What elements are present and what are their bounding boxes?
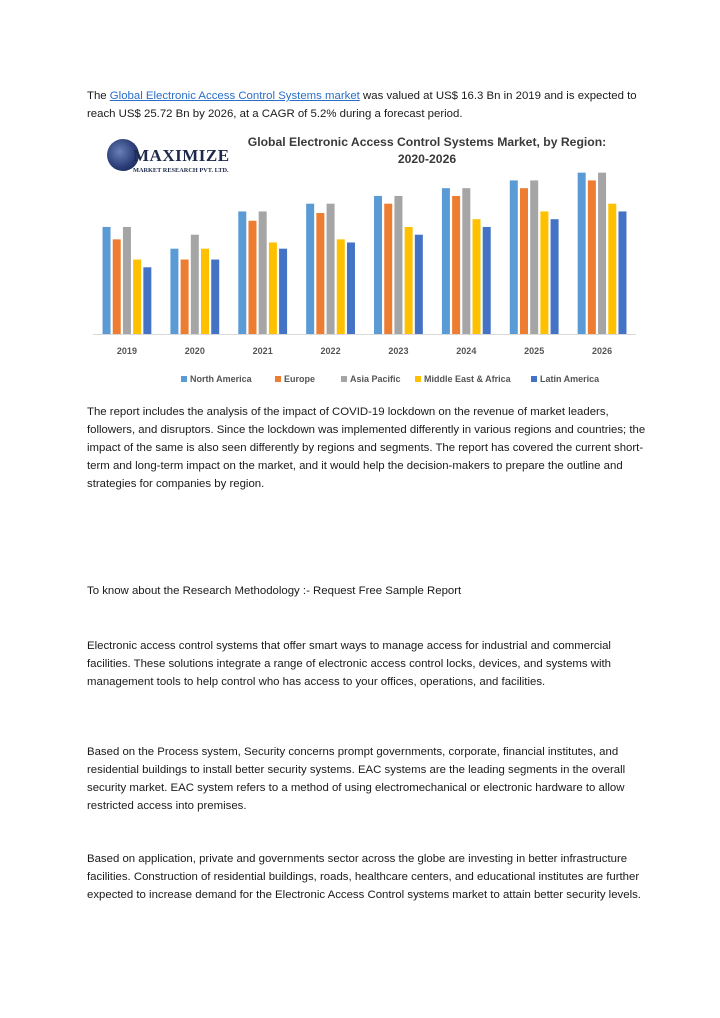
bar-2024-asia-pacific (462, 188, 470, 334)
bar-2023-europe (384, 204, 392, 334)
x-tick-label: 2026 (592, 346, 613, 356)
sample-report-paragraph: To know about the Research Methodology :- Request Free Sample Report (87, 585, 462, 597)
legend-label: Middle East & Africa (424, 374, 511, 384)
bar-2021-europe (248, 221, 256, 334)
legend-swatch (415, 376, 421, 382)
bar-2021-middle-east-africa (269, 242, 277, 334)
bar-2020-middle-east-africa (201, 249, 209, 334)
bar-2026-latin-america (618, 211, 626, 334)
legend-label: Latin America (540, 374, 600, 384)
x-tick-label: 2024 (456, 346, 477, 356)
bar-2020-europe (181, 260, 189, 334)
bar-2020-asia-pacific (191, 235, 199, 334)
bar-2022-north-america (306, 204, 314, 334)
chart-legend (87, 374, 640, 388)
bar-2025-middle-east-africa (540, 211, 548, 334)
bar-2019-middle-east-africa (133, 260, 141, 334)
bar-2024-europe (452, 196, 460, 334)
bar-2022-asia-pacific (327, 204, 335, 334)
bar-2020-north-america (170, 249, 178, 334)
legend-item (275, 374, 315, 384)
legend-swatch (531, 376, 537, 382)
legend-label: Asia Pacific (350, 374, 401, 384)
bar-2023-latin-america (415, 235, 423, 334)
bar-2019-north-america (103, 227, 111, 334)
bar-2021-asia-pacific (259, 211, 267, 334)
x-tick-label: 2021 (252, 346, 273, 356)
bar-2024-latin-america (483, 227, 491, 334)
logo-subtitle: MARKET RESEARCH PVT. LTD. (133, 167, 229, 174)
bar-2023-north-america (374, 196, 382, 334)
legend-item (531, 374, 599, 384)
definition-paragraph: Electronic access control systems that offer smart ways to manage access for industrial and commercial facilities. These solutions integrate a range of electronic access control locks, devices, and systems with management tools to help control who has access to your offices, operations, and facilities. (87, 640, 612, 688)
bar-2026-middle-east-africa (608, 204, 616, 334)
bar-2026-europe (588, 180, 596, 334)
legend-swatch (181, 376, 187, 382)
legend-item (341, 374, 401, 384)
bar-2024-middle-east-africa (473, 219, 481, 334)
intro-text-before: The (87, 90, 110, 102)
bar-2025-europe (520, 188, 528, 334)
bar-2025-asia-pacific (530, 180, 538, 334)
covid-impact-paragraph: The report includes the analysis of the impact of COVID-19 lockdown on the revenue of market leaders, followers, and disruptors. Since the lockdown was implemented differently in various regions and countries; the impact of the same is also seen differently by regions and segments. The report has covered the current short-term and long-term impact on the market, and it would help the decision-makers to prepare the outline and strategies for companies by region. (87, 406, 646, 490)
bar-2023-asia-pacific (394, 196, 402, 334)
intro-text-after: was valued at US$ 16.3 Bn in 2019 and is expected to reach US$ 25.72 Bn by 2026, at a CAGR of 5.2% during a forecast period. (87, 90, 637, 120)
legend-label: Europe (284, 374, 316, 384)
legend-item (415, 374, 511, 384)
chart-title: Global Electronic Access Control Systems Market, by Region: (247, 135, 607, 149)
logo-name: MAXIMIZE (133, 146, 230, 165)
bar-2021-latin-america (279, 249, 287, 334)
legend-swatch (275, 376, 281, 382)
bar-2026-asia-pacific (598, 173, 606, 334)
bar-2024-north-america (442, 188, 450, 334)
application-paragraph: Based on application, private and governments sector across the globe are investing in better infrastructure facilities. Construction of residential buildings, roads, healthcare centers, and educational institutes are further expected to increase demand for the Electronic Access Control systems market to attain better security levels. (87, 853, 641, 901)
bar-2025-latin-america (551, 219, 559, 334)
bar-2023-middle-east-africa (405, 227, 413, 334)
x-tick-label: 2023 (388, 346, 409, 356)
bar-2019-latin-america (143, 267, 151, 334)
market-report-link[interactable]: Global Electronic Access Control Systems market (109, 90, 360, 102)
legend-item (181, 374, 252, 384)
chart-subtitle: 2020-2026 (397, 152, 457, 166)
bar-2022-europe (316, 213, 324, 334)
bar-2026-north-america (578, 173, 586, 334)
bar-2025-north-america (510, 180, 518, 334)
bar-2022-latin-america (347, 242, 355, 334)
x-tick-label: 2025 (524, 346, 545, 356)
bar-2022-middle-east-africa (337, 239, 345, 334)
legend-label: North America (190, 374, 252, 384)
bar-2021-north-america (238, 211, 246, 334)
maximize-logo (105, 136, 230, 188)
legend-swatch (341, 376, 347, 382)
x-tick-label: 2022 (320, 346, 341, 356)
bar-2019-asia-pacific (123, 227, 131, 334)
intro-paragraph (87, 87, 647, 123)
x-tick-label: 2020 (184, 346, 205, 356)
process-system-paragraph: Based on the Process system, Security concerns prompt governments, corporate, financial institutes, and residential buildings to install better security systems. EAC systems are the leading segments in the overall security market. EAC system refers to a method of using electromechanical or electronic hardware to allow restricted access into premises. (87, 746, 626, 812)
bar-2020-latin-america (211, 260, 219, 334)
bar-2019-europe (113, 239, 121, 334)
x-tick-label: 2019 (116, 346, 137, 356)
regional-market-chart (87, 130, 640, 392)
